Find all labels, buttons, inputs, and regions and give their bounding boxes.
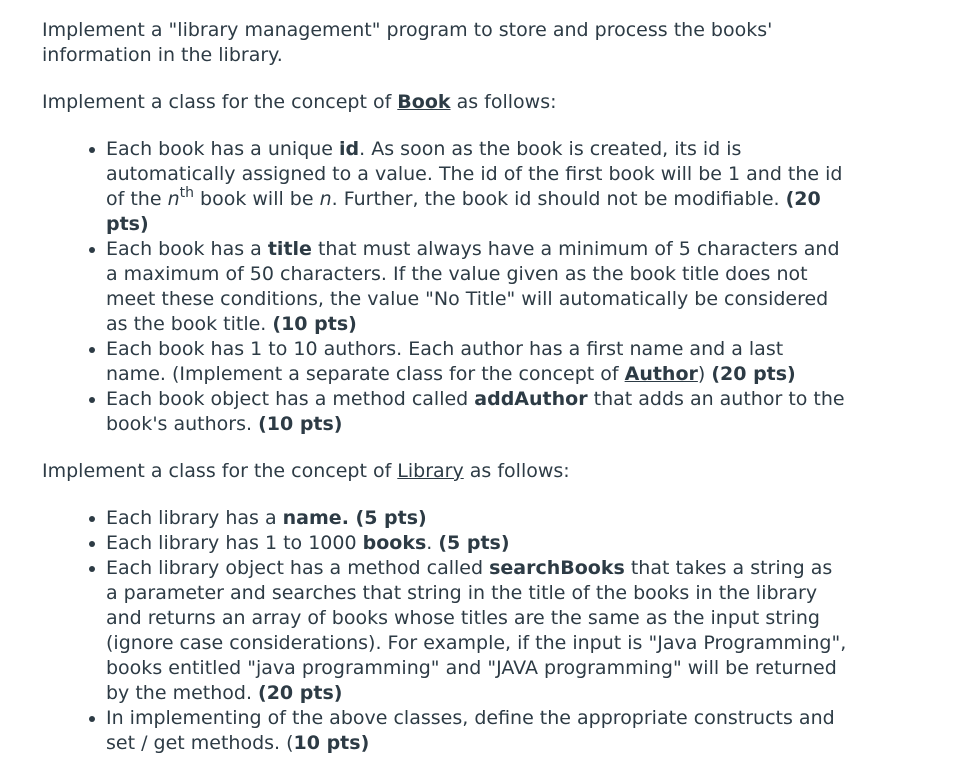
list-item: Each book has a unique id. As soon as the book is created, its id is automatically assigned to a value. The id of the first book will be 1 and the id of the $n^{th}$ book will be n. Further, the book id should not be modifiable. (20 pts) — [106, 137, 847, 237]
list-item: Each book has a title that must always have a minimum of 5 characters and a maximum of 50 characters. If the value given as the book title does not meet these conditions, the value "No Title" will automatically be considered as the book title. (10 pts) — [106, 237, 847, 337]
list-item: Each book object has a method called addAuthor that adds an author to the book's authors. (10 pts) — [106, 387, 847, 437]
list-item: Each library object has a method called searchBooks that takes a string as a parameter and searches that string in the title of the books in the library and returns an array of books whose titles are the same as the input string (ignore case considerations). For example, if the input is "Java Programming", books entitled "java programming" and "JAVA programming" will be returned by the method. (20 pts) — [106, 557, 847, 704]
list-item: In implementing of the above classes, define the appropriate constructs and set / get methods. (10 pts) — [106, 706, 847, 756]
library-section-heading: Implement a class for the concept of Library as follows: — [42, 460, 570, 482]
list-item: Each book has 1 to 10 authors. Each author has a first name and a last name. (Implement a separate class for the concept of Author) (20 pts) — [106, 337, 847, 387]
book-section-heading: Implement a class for the concept of Book as follows: — [42, 91, 557, 113]
list-item: Each library has a name. (5 pts) — [106, 506, 847, 531]
library-requirements-list — [42, 506, 847, 756]
list-item: Each library has 1 to 1000 books. (5 pts) — [106, 531, 847, 556]
book-link[interactable]: Book — [397, 91, 451, 113]
library-link[interactable]: Library — [397, 460, 464, 482]
book-requirements-list — [42, 137, 847, 437]
author-link[interactable]: Author — [624, 363, 698, 385]
intro-paragraph: Implement a "library management" program to store and process the books' information in the library. — [42, 19, 773, 66]
